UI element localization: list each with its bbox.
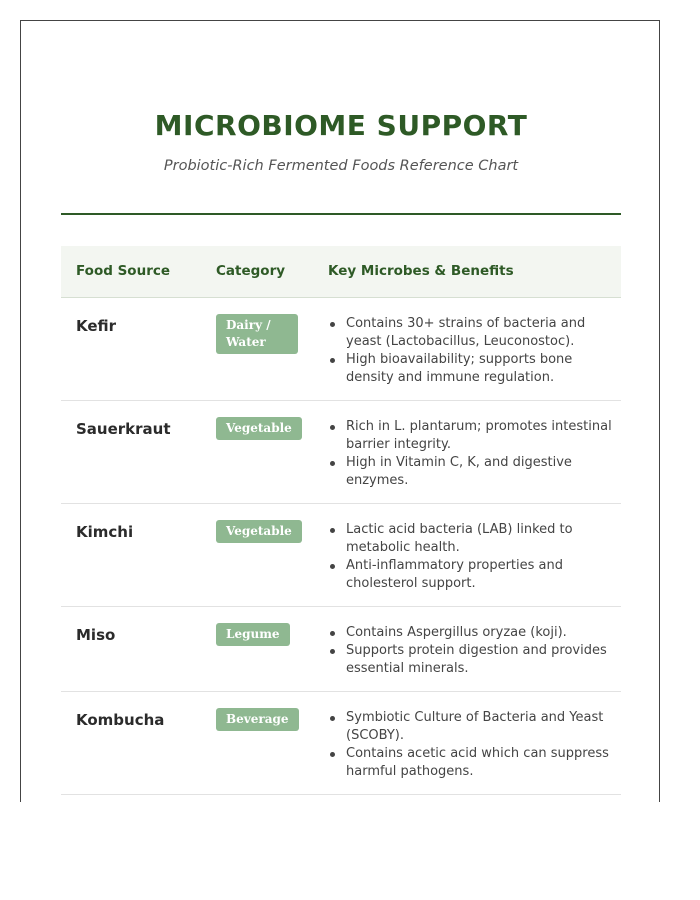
table-row-kimchi — [61, 504, 621, 607]
table-row-kefir — [61, 298, 621, 401]
reference-sheet — [20, 20, 660, 802]
benefits-list — [328, 624, 618, 678]
benefit-item: Contains Aspergillus oryzae (koji). — [328, 624, 618, 642]
benefit-item: Symbiotic Culture of Bacteria and Yeast (SCOBY). — [328, 709, 618, 745]
food-name: Kimchi — [76, 523, 134, 541]
benefit-item: Rich in L. plantarum; promotes intestinal barrier integrity. — [328, 418, 618, 454]
food-name: Miso — [76, 626, 116, 644]
benefits-list — [328, 418, 618, 490]
column-header-category: Category — [216, 263, 286, 279]
category-badge: Legume — [216, 623, 290, 646]
benefit-item: Anti-inflammatory properties and cholesterol support. — [328, 557, 618, 593]
column-header-food-source: Food Source — [76, 263, 171, 279]
table-row-miso — [61, 607, 621, 692]
benefit-item: Lactic acid bacteria (LAB) linked to metabolic health. — [328, 521, 618, 557]
benefits-list — [328, 521, 618, 593]
page-subtitle: Probiotic-Rich Fermented Foods Reference Chart — [163, 158, 519, 174]
table-header — [61, 246, 621, 298]
benefits-list — [328, 709, 618, 781]
benefit-item: High bioavailability; supports bone density and immune regulation. — [328, 351, 618, 387]
benefit-item: Contains acetic acid which can suppress harmful pathogens. — [328, 745, 618, 781]
category-badge: Beverage — [216, 708, 299, 731]
category-badge: Dairy / Water — [216, 314, 298, 354]
benefit-item: Contains 30+ strains of bacteria and yeast (Lactobacillus, Leuconostoc). — [328, 315, 618, 351]
benefits-list — [328, 315, 618, 387]
table-row-kombucha — [61, 692, 621, 795]
column-header-benefits: Key Microbes & Benefits — [328, 263, 514, 279]
category-badge: Vegetable — [216, 417, 302, 440]
page-title: MICROBIOME SUPPORT — [154, 109, 528, 142]
foods-table — [61, 246, 621, 795]
title-divider — [61, 213, 621, 215]
category-badge: Vegetable — [216, 520, 302, 543]
table-row-sauerkraut — [61, 401, 621, 504]
food-name: Kefir — [76, 317, 117, 335]
benefit-item: High in Vitamin C, K, and digestive enzymes. — [328, 454, 618, 490]
food-name: Kombucha — [76, 711, 165, 729]
benefit-item: Supports protein digestion and provides essential minerals. — [328, 642, 618, 678]
food-name: Sauerkraut — [76, 420, 171, 438]
